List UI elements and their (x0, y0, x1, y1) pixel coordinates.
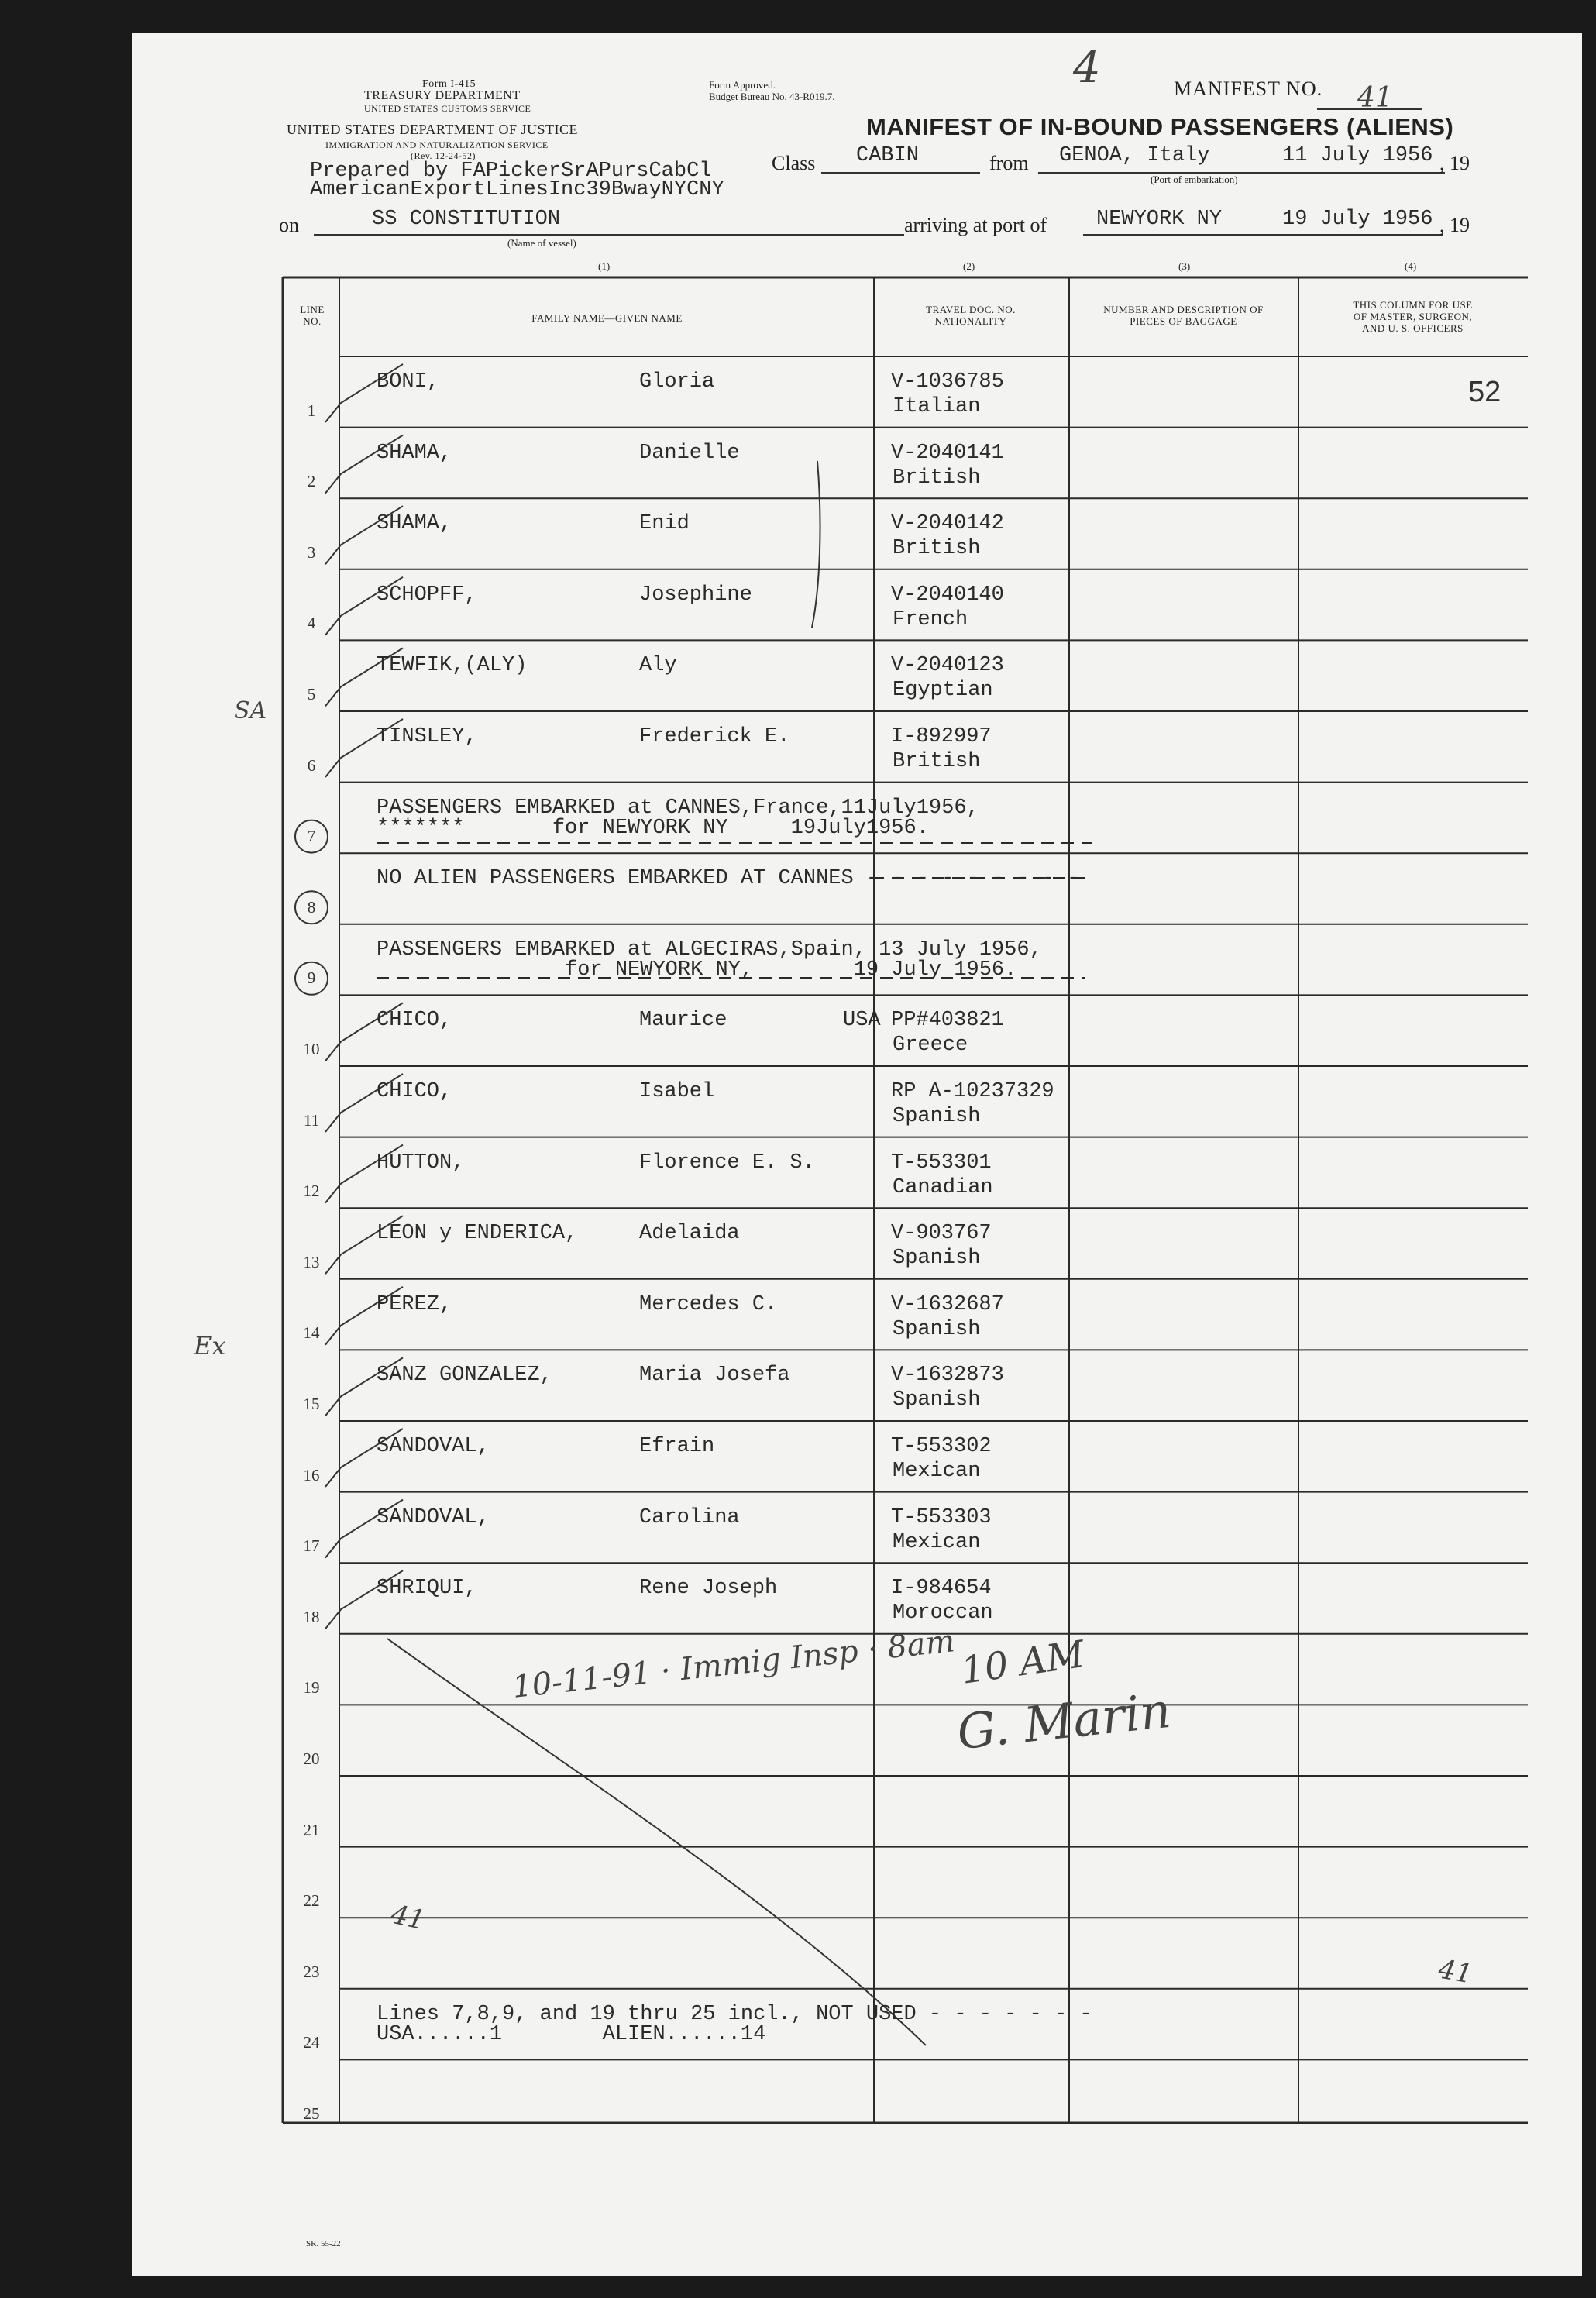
travel-doc-no: V-1632873 (891, 1364, 1004, 1388)
row-note: PASSENGERS EMBARKED at ALGECIRAS,Spain, 13 July 1956, (377, 937, 1042, 962)
given-name: Maria Josefa (639, 1364, 790, 1388)
footer-code: SR. 55-22 (306, 2239, 341, 2248)
travel-doc-no: V-1036785 (891, 370, 1004, 394)
given-name: Gloria (639, 370, 715, 394)
departure-date: 11 July 1956 (1282, 144, 1433, 167)
manifest-title: MANIFEST OF IN-BOUND PASSENGERS (ALIENS) (866, 113, 1454, 140)
family-name: SHRIQUI, (377, 1577, 477, 1601)
manifest-no-label: MANIFEST NO. (1174, 77, 1323, 100)
row-note-continued: for NEWYORK NY, 19 July 1956. (377, 958, 1017, 982)
line-number: 22 (303, 1891, 320, 1911)
manifest-no-value: 41 (1357, 82, 1393, 114)
customs-service: UNITED STATES CUSTOMS SERVICE (364, 103, 531, 114)
line-number: 6 (307, 755, 316, 775)
travel-doc-no: V-2040140 (891, 583, 1004, 607)
nationality: Egyptian (893, 679, 993, 703)
line-number: 13 (303, 1252, 320, 1271)
line-number: 16 (303, 1465, 320, 1484)
line-number: 24 (303, 2033, 320, 2052)
nationality: British (893, 466, 981, 490)
col1-number: (1) (598, 260, 611, 272)
handwritten-top-mark: 4 (1073, 43, 1101, 93)
given-name: Florence E. S. (639, 1151, 815, 1175)
row-note: Lines 7,8,9, and 19 thru 25 incl., NOT USED - - - - - - - (377, 2002, 1092, 2026)
budget-bureau: Budget Bureau No. 43-R019.7. (709, 91, 835, 102)
doj-line: UNITED STATES DEPARTMENT OF JUSTICE (287, 122, 579, 137)
travel-doc-no: T-553303 (891, 1505, 992, 1529)
nationality: Mexican (893, 1460, 981, 1483)
officer-count: 52 (1468, 376, 1501, 408)
class-label: Class (772, 152, 816, 174)
year-prefix-2: , 19 (1439, 214, 1470, 236)
line-number: 10 (303, 1040, 320, 1058)
family-name: CHICO, (377, 1080, 452, 1103)
given-name: Efrain (639, 1435, 715, 1458)
ins-line: IMMIGRATION AND NATURALIZATION SERVICE (325, 139, 549, 150)
given-name: Adelaida (639, 1222, 740, 1246)
col2-number: (2) (963, 260, 975, 272)
inspection-signature: 10-11-91 · Immig Insp · 8am (511, 1623, 957, 1705)
line-number: 19 (303, 1678, 320, 1698)
given-name: Carolina (639, 1505, 740, 1529)
bracket-mark (812, 461, 820, 628)
line-number: 4 (307, 614, 316, 633)
port-embarkation-caption: (Port of embarkation) (1151, 174, 1238, 185)
void-strike-line (387, 1639, 926, 2045)
treasury-dept: TREASURY DEPARTMENT (364, 89, 521, 102)
line-number: 7 (307, 827, 316, 846)
nationality: Spanish (893, 1317, 981, 1341)
given-name: Aly (639, 654, 677, 678)
citizenship-prefix: USA (843, 1009, 881, 1033)
given-name: Danielle (639, 441, 740, 465)
header-line-no: LINE NO. (300, 304, 325, 327)
class-value: CABIN (856, 144, 920, 167)
family-name: CHICO, (377, 1009, 452, 1033)
nationality: Moroccan (893, 1601, 993, 1625)
family-name: SCHOPFF, (377, 583, 477, 607)
row-note-continued: USA......1 ALIEN......14 (377, 2022, 766, 2046)
line-number: 12 (303, 1182, 320, 1201)
year-prefix-1: , 19 (1439, 152, 1470, 174)
travel-doc-no: V-1632687 (891, 1292, 1004, 1316)
nationality: French (893, 607, 968, 631)
line-number: 3 (307, 542, 316, 562)
line-number: 14 (303, 1323, 320, 1343)
given-name: Rene Joseph (639, 1577, 778, 1601)
family-name: SHAMA, (377, 512, 452, 536)
travel-doc-no: V-903767 (891, 1222, 992, 1246)
family-name: PEREZ, (377, 1292, 452, 1316)
given-name: Isabel (639, 1080, 715, 1103)
col3-number: (3) (1178, 260, 1191, 272)
given-name: Mercedes C. (639, 1292, 778, 1316)
travel-doc-no: V-2040142 (891, 512, 1004, 536)
nationality: Spanish (893, 1388, 981, 1412)
line-number: 8 (307, 897, 316, 917)
travel-doc-no: I-984654 (891, 1577, 992, 1601)
prepared-by-2: AmericanExportLinesInc39BwayNYCNY (310, 178, 724, 201)
margin-note-sa: SA (234, 697, 267, 724)
line-number: 1 (307, 401, 316, 420)
line-number: 23 (303, 1962, 320, 1981)
prepared-by-1: Prepared by FAPickerSrAPursCabCl (310, 160, 712, 183)
inspector-name: G. Marin (954, 1681, 1174, 1761)
nationality: Spanish (893, 1247, 981, 1271)
line-number: 9 (307, 968, 316, 988)
row-note: NO ALIEN PASSENGERS EMBARKED AT CANNES - - - - - - - - - (377, 867, 1080, 891)
stamp-41-right: 41 (1436, 1953, 1475, 1990)
nationality: Mexican (893, 1530, 981, 1554)
line-number: 15 (303, 1395, 320, 1413)
family-name: SHAMA, (377, 441, 452, 465)
family-name: SANDOVAL, (377, 1435, 490, 1458)
family-name: TINSLEY, (377, 725, 477, 748)
rev-line: (Rev. 12-24-52) (411, 150, 476, 161)
from-label: from (989, 152, 1029, 174)
vessel-name: SS CONSTITUTION (372, 208, 561, 231)
header-name: FAMILY NAME—GIVEN NAME (531, 312, 683, 324)
nationality: Canadian (893, 1175, 993, 1199)
given-name: Frederick E. (639, 725, 790, 748)
family-name: SANDOVAL, (377, 1505, 490, 1529)
nationality: Italian (893, 395, 981, 418)
inspection-time: 10 AM (958, 1632, 1088, 1693)
travel-doc-no: V-2040123 (891, 654, 1004, 678)
nationality: Greece (893, 1034, 968, 1058)
given-name: Josephine (639, 583, 752, 607)
travel-doc-no: I-892997 (891, 725, 992, 748)
header-travel-doc: TRAVEL DOC. NO. NATIONALITY (926, 304, 1016, 327)
row-note: PASSENGERS EMBARKED at CANNES,France,11July1956, (377, 796, 979, 820)
line-number: 2 (307, 472, 316, 491)
family-name: LEON y ENDERICA, (377, 1222, 578, 1246)
family-name: BONI, (377, 370, 440, 394)
family-name: SANZ GONZALEZ, (377, 1364, 552, 1388)
vessel-caption: (Name of vessel) (507, 237, 576, 249)
line-number: 20 (303, 1749, 320, 1768)
row-note-continued: ******* for NEWYORK NY 19July1956. (377, 816, 929, 840)
form-approved: Form Approved. (709, 79, 776, 91)
arrival-port: NEWYORK NY (1096, 208, 1223, 231)
from-value: GENOA, Italy (1059, 144, 1210, 167)
line-number: 5 (307, 685, 316, 704)
form-number: Form I-415 (422, 78, 476, 90)
col4-number: (4) (1405, 260, 1417, 272)
stamp-41-left: 41 (388, 1898, 428, 1937)
travel-doc-no: PP#403821 (891, 1009, 1004, 1033)
nationality: Spanish (893, 1105, 981, 1128)
family-name: TEWFIK,(ALY) (377, 654, 528, 678)
line-number: 18 (303, 1607, 320, 1626)
nationality: British (893, 750, 981, 773)
margin-note-ex: Ex (194, 1331, 226, 1361)
nationality: British (893, 537, 981, 561)
travel-doc-no: RP A-10237329 (891, 1080, 1054, 1103)
line-number: 17 (303, 1536, 320, 1556)
line-number: 11 (303, 1110, 320, 1130)
family-name: HUTTON, (377, 1151, 465, 1175)
arrival-date: 19 July 1956 (1282, 208, 1433, 231)
line-number: 21 (303, 1820, 320, 1839)
line-number: 25 (303, 2104, 320, 2123)
given-name: Maurice (639, 1009, 727, 1033)
arriving-label: arriving at port of (904, 214, 1047, 236)
travel-doc-no: V-2040141 (891, 441, 1004, 465)
header-baggage: NUMBER AND DESCRIPTION OF PIECES OF BAGGAGE (1103, 304, 1264, 327)
travel-doc-no: T-553302 (891, 1435, 992, 1458)
given-name: Enid (639, 512, 690, 536)
travel-doc-no: T-553301 (891, 1151, 992, 1175)
on-label: on (279, 214, 299, 236)
header-officers: THIS COLUMN FOR USE OF MASTER, SURGEON, AND U. S. OFFICERS (1353, 299, 1473, 334)
